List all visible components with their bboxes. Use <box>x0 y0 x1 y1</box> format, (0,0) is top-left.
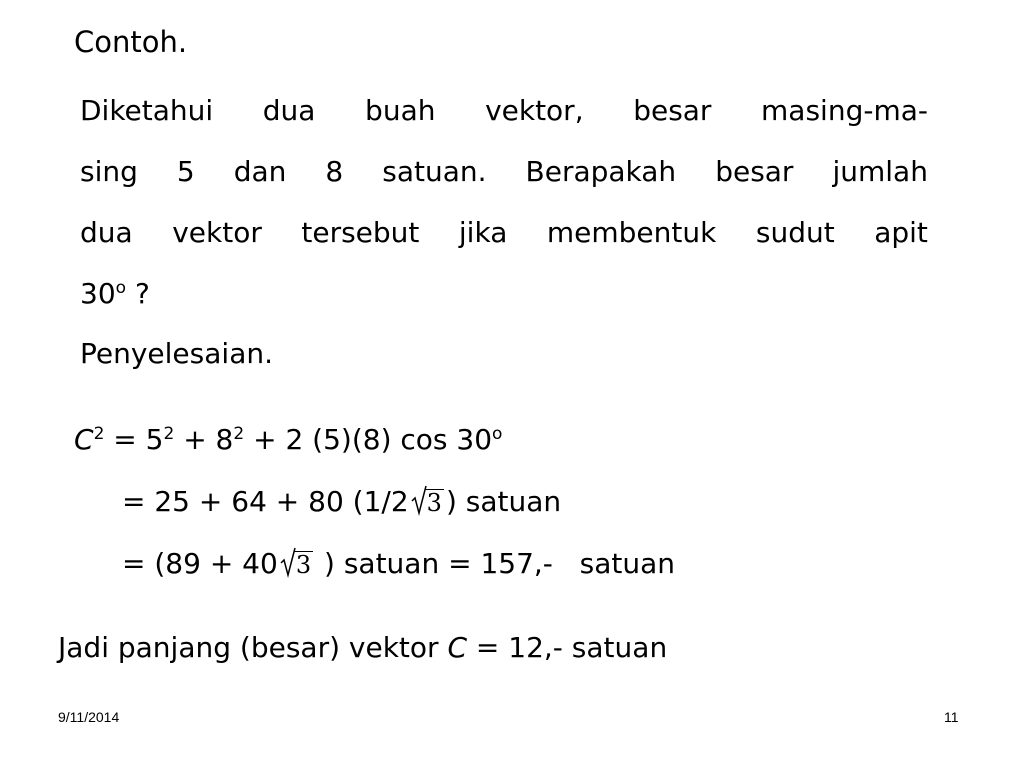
equation-text: = 5 <box>104 423 164 456</box>
conclusion <box>58 630 667 666</box>
word: jika <box>458 216 508 249</box>
equation-text: = 25 + 64 + 80 (1/2 <box>122 485 409 518</box>
word: dua <box>262 94 316 127</box>
word: membentuk <box>546 216 717 249</box>
word: apit <box>874 216 928 249</box>
word: tersebut <box>301 216 420 249</box>
equation-text: = (89 + 40 <box>122 547 278 580</box>
equation-text: ) satuan = 157,- satuan <box>315 547 675 580</box>
radicand: 3 <box>426 489 442 517</box>
word: sing <box>80 155 138 188</box>
square-root <box>280 547 313 583</box>
word: vektor <box>172 216 262 249</box>
conclusion-text: Jadi panjang (besar) vektor <box>58 631 448 664</box>
word: besar <box>715 155 794 188</box>
conclusion-text: = 12,- satuan <box>467 631 668 664</box>
equation-text: + 8 <box>174 423 234 456</box>
word: dua <box>80 216 133 249</box>
problem-line-4 <box>80 263 928 324</box>
page-number: 11 <box>944 709 959 725</box>
word: 5 <box>176 155 195 188</box>
word: jumlah <box>832 155 928 188</box>
radicand: 3 <box>295 551 312 579</box>
vector-c-symbol: C <box>447 631 468 664</box>
word: satuan. <box>382 155 487 188</box>
word: Berapakah <box>525 155 677 188</box>
slide-title: Contoh. <box>74 25 188 59</box>
word: sudut <box>755 216 835 249</box>
word: vektor, <box>485 94 584 127</box>
radical-sign-icon <box>411 477 427 517</box>
word: dan <box>233 155 287 188</box>
exponent: 2 <box>233 424 245 444</box>
question-mark: ? <box>126 277 150 310</box>
degree-symbol: o <box>115 278 127 298</box>
square-root <box>411 485 444 521</box>
word: Diketahui <box>80 94 214 127</box>
radical-sign-icon <box>280 539 296 579</box>
equation-text: + 2 (5)(8) cos 30 <box>244 423 493 456</box>
equation-line-2 <box>122 484 561 521</box>
word: 8 <box>325 155 344 188</box>
word: masing-ma- <box>761 94 928 127</box>
angle-value: 30 <box>80 277 116 310</box>
degree-symbol: o <box>492 424 503 444</box>
problem-line-2 <box>80 141 928 202</box>
word: buah <box>365 94 436 127</box>
equation-line-3 <box>122 546 675 583</box>
equation-text: ) satuan <box>445 485 562 518</box>
footer-date: 9/11/2014 <box>58 709 120 725</box>
solution-label: Penyelesaian. <box>80 337 273 370</box>
equation-line-1 <box>74 422 502 458</box>
problem-line-3 <box>80 202 928 263</box>
exponent: 2 <box>93 424 105 444</box>
problem-line-1 <box>80 80 928 141</box>
word: besar <box>633 94 712 127</box>
vector-c-symbol: C <box>74 423 94 456</box>
problem-statement <box>80 80 928 324</box>
exponent: 2 <box>163 424 175 444</box>
